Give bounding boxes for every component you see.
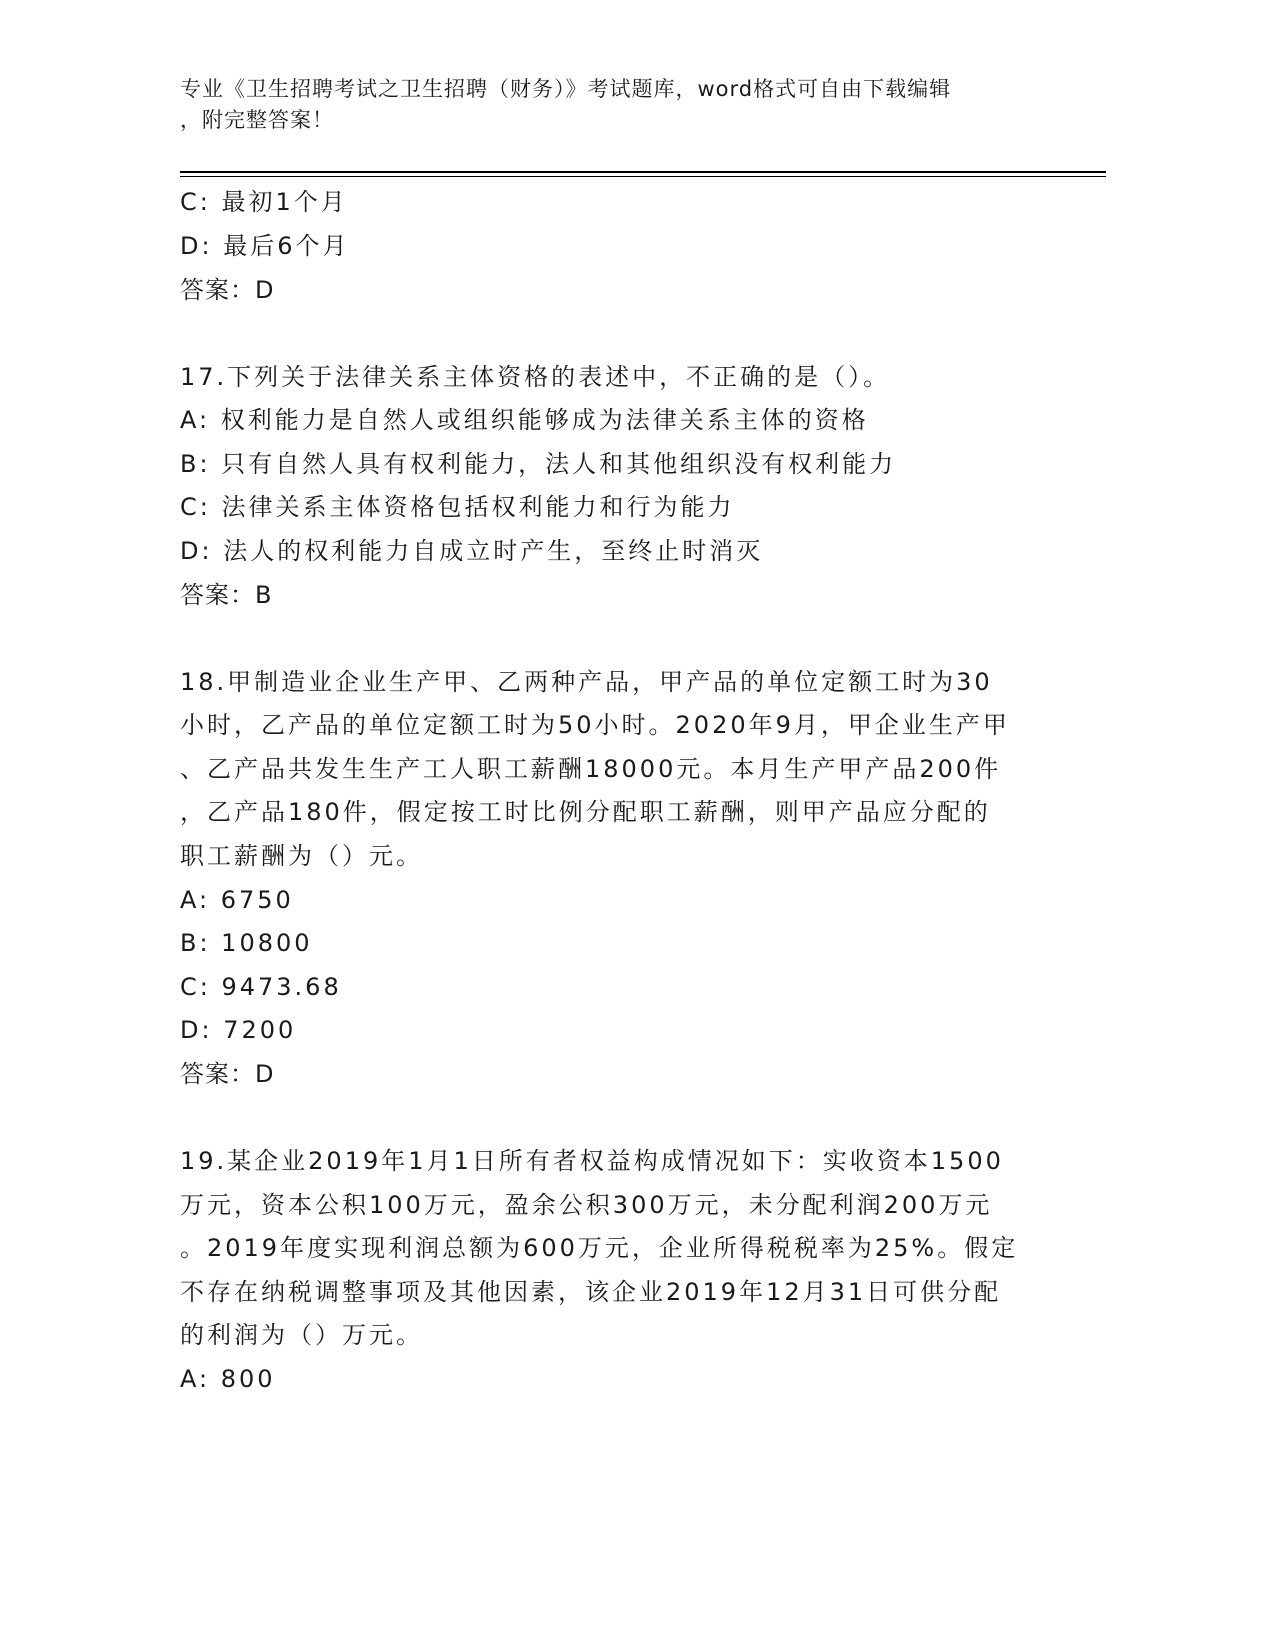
header-line-1: 专业《卫生招聘考试之卫生招聘（财务）》考试题库，word格式可自由下载编辑 <box>180 77 952 101</box>
q18-option-d: D: 7200 <box>180 1016 297 1044</box>
q16-option-d: D: 最后6个月 <box>180 232 350 260</box>
q18-stem-line: 18.甲制造业企业生产甲、乙两种产品，甲产品的单位定额工时为30 <box>180 668 993 696</box>
q17-option-c: C: 法律关系主体资格包括权利能力和行为能力 <box>180 493 735 521</box>
header-divider <box>180 171 1106 173</box>
q16-answer: 答案：D <box>180 276 275 304</box>
q17-option-b: B: 只有自然人具有权利能力，法人和其他组织没有权利能力 <box>180 450 897 478</box>
page-header <box>180 74 1060 136</box>
q16-option-c: C: 最初1个月 <box>180 188 348 216</box>
q19-option-a: A: 800 <box>180 1365 276 1393</box>
q18-option-b: B: 10800 <box>180 929 313 957</box>
q18-stem-line: 小时，乙产品的单位定额工时为50小时。2020年9月，甲企业生产甲 <box>180 711 1010 739</box>
q18-stem-line: 职工薪酬为（）元。 <box>180 842 423 870</box>
q19-stem-line: 。2019年度实现利润总额为600万元，企业所得税税率为25%。假定 <box>180 1234 1019 1262</box>
q19-stem-line: 万元，资本公积100万元，盈余公积300万元，未分配利润200万元 <box>180 1191 993 1219</box>
q18-option-a: A: 6750 <box>180 886 294 914</box>
q17-stem: 17.下列关于法律关系主体资格的表述中，不正确的是（）。 <box>180 363 891 391</box>
q18-option-c: C: 9473.68 <box>180 973 342 1001</box>
q19-stem-line: 不存在纳税调整事项及其他因素，该企业2019年12月31日可供分配 <box>180 1278 1002 1306</box>
q17-option-a: A: 权利能力是自然人或组织能够成为法律关系主体的资格 <box>180 406 869 434</box>
q17-answer: 答案：B <box>180 581 273 609</box>
q18-stem-line: 、乙产品共发生生产工人职工薪酬18000元。本月生产甲产品200件 <box>180 755 1002 783</box>
header-line-2: ，附完整答案！ <box>180 108 334 132</box>
q18-answer: 答案：D <box>180 1060 275 1088</box>
q18-stem-line: ，乙产品180件，假定按工时比例分配职工薪酬，则甲产品应分配的 <box>180 798 991 826</box>
q19-stem-line: 19.某企业2019年1月1日所有者权益构成情况如下：实收资本1500 <box>180 1147 1004 1175</box>
q17-option-d: D: 法人的权利能力自成立时产生，至终止时消灭 <box>180 537 764 565</box>
q19-stem-line: 的利润为（）万元。 <box>180 1321 423 1349</box>
header-divider-thin <box>180 176 1106 177</box>
